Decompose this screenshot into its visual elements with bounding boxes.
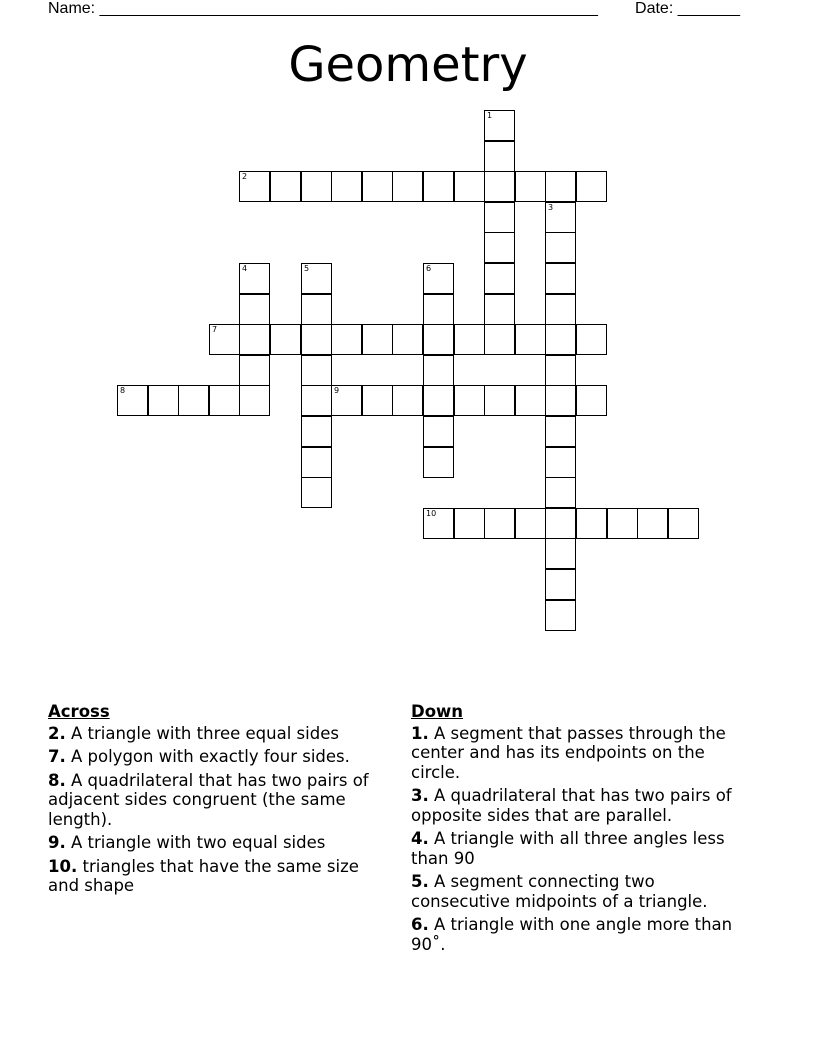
down-clue	[411, 872, 756, 911]
down-heading: Down	[411, 702, 464, 721]
crossword-cell[interactable]	[576, 508, 607, 539]
crossword-cell[interactable]	[484, 141, 515, 172]
crossword-cell[interactable]	[484, 294, 515, 325]
crossword-cell[interactable]	[209, 324, 240, 355]
crossword-cell[interactable]	[423, 324, 454, 355]
crossword-cell[interactable]	[484, 385, 515, 416]
crossword-cell[interactable]	[515, 324, 546, 355]
cell-number: 8	[120, 386, 126, 395]
crossword-cell[interactable]	[484, 202, 515, 233]
crossword-cell[interactable]	[301, 355, 332, 386]
crossword-cell[interactable]	[423, 171, 454, 202]
clue-number: 8.	[48, 770, 66, 790]
clue-number: 2.	[48, 723, 66, 743]
crossword-cell[interactable]	[423, 416, 454, 447]
crossword-cell[interactable]	[668, 508, 699, 539]
crossword-cell[interactable]	[331, 385, 362, 416]
crossword-cell[interactable]	[301, 324, 332, 355]
crossword-cell[interactable]	[362, 171, 393, 202]
crossword-cell[interactable]	[545, 508, 576, 539]
crossword-cell[interactable]	[239, 294, 270, 325]
cell-number: 6	[426, 264, 432, 273]
across-clue	[48, 857, 393, 896]
crossword-cell[interactable]	[331, 324, 362, 355]
crossword-cell[interactable]	[545, 294, 576, 325]
clue-text: A polygon with exactly four sides.	[65, 747, 350, 766]
crossword-cell[interactable]	[637, 508, 668, 539]
crossword-cell[interactable]	[423, 355, 454, 386]
across-clue	[48, 771, 393, 830]
crossword-cell[interactable]	[484, 232, 515, 263]
clue-number: 1.	[411, 723, 429, 743]
clue-number: 4.	[411, 829, 429, 848]
crossword-cell[interactable]	[484, 324, 515, 355]
crossword-cell[interactable]	[362, 385, 393, 416]
crossword-cell[interactable]	[515, 385, 546, 416]
crossword-cell[interactable]	[239, 171, 270, 202]
crossword-cell[interactable]	[117, 385, 148, 416]
crossword-cell[interactable]	[148, 385, 179, 416]
crossword-cell[interactable]	[545, 569, 576, 600]
crossword-cell[interactable]	[607, 508, 638, 539]
crossword-cell[interactable]	[454, 324, 485, 355]
crossword-cell[interactable]	[576, 324, 607, 355]
down-clue	[411, 724, 756, 783]
crossword-cell[interactable]	[392, 385, 423, 416]
crossword-cell[interactable]	[484, 263, 515, 294]
crossword-cell[interactable]	[423, 263, 454, 294]
crossword-cell[interactable]	[301, 447, 332, 478]
crossword-cell[interactable]	[392, 171, 423, 202]
crossword-cell[interactable]	[576, 171, 607, 202]
clue-text: A triangle with three equal sides	[65, 723, 339, 743]
crossword-cell[interactable]	[270, 324, 301, 355]
crossword-cell[interactable]	[423, 508, 454, 539]
crossword-cell[interactable]	[484, 508, 515, 539]
cell-number: 9	[334, 386, 340, 395]
crossword-cell[interactable]	[484, 110, 515, 141]
cell-number: 3	[548, 203, 554, 212]
clue-text: triangles that have the same size and shape	[48, 856, 359, 895]
down-clue	[411, 915, 756, 954]
cell-number: 10	[426, 509, 437, 518]
crossword-cell[interactable]	[545, 447, 576, 478]
cell-number: 7	[212, 325, 218, 334]
crossword-cell[interactable]	[239, 355, 270, 386]
crossword-cell[interactable]	[362, 324, 393, 355]
clue-number: 5.	[411, 872, 429, 891]
clue-text: A triangle with one angle more than 90˚.	[411, 915, 733, 954]
crossword-cell[interactable]	[423, 385, 454, 416]
across-clue	[48, 724, 393, 744]
crossword-cell[interactable]	[454, 171, 485, 202]
cell-number: 4	[242, 264, 248, 273]
crossword-cell[interactable]	[545, 171, 576, 202]
page-title: Geometry	[288, 37, 528, 93]
clue-text: A quadrilateral that has two pairs of adjacent sides congruent (the same length).	[48, 770, 369, 829]
clue-number: 6.	[411, 915, 429, 934]
clue-number: 10.	[48, 856, 78, 876]
crossword-cell[interactable]	[454, 508, 485, 539]
crossword-cell[interactable]	[239, 385, 270, 416]
across-clue	[48, 833, 393, 853]
crossword-cell[interactable]	[484, 171, 515, 202]
across-heading: Across	[48, 702, 110, 721]
cell-number: 1	[487, 111, 493, 120]
crossword-cell[interactable]	[545, 477, 576, 508]
crossword-cell[interactable]	[545, 324, 576, 355]
crossword-cell[interactable]	[209, 385, 240, 416]
crossword-cell[interactable]	[545, 600, 576, 631]
crossword-cell[interactable]	[576, 385, 607, 416]
crossword-cell[interactable]	[545, 355, 576, 386]
cell-number: 2	[242, 172, 248, 181]
down-clues	[411, 702, 756, 958]
name-line: Name: ________________________________________________________	[48, 0, 598, 17]
clue-text: A triangle with two equal sides	[65, 833, 326, 852]
crossword-cell[interactable]	[301, 477, 332, 508]
clue-text: A triangle with all three angles less than 90	[411, 829, 725, 868]
crossword-cell[interactable]	[545, 538, 576, 569]
crossword-cell[interactable]	[239, 263, 270, 294]
cell-number: 5	[304, 264, 310, 273]
crossword-cell[interactable]	[423, 447, 454, 478]
clue-text: A segment that passes through the center and has its endpoints on the circle.	[411, 723, 726, 782]
crossword-cell[interactable]	[545, 263, 576, 294]
clue-text: A quadrilateral that has two pairs of opposite sides that are parallel.	[411, 786, 732, 825]
crossword-cell[interactable]	[392, 324, 423, 355]
across-clue	[48, 747, 393, 767]
crossword-cell[interactable]	[515, 171, 546, 202]
crossword-cell[interactable]	[545, 416, 576, 447]
crossword-cell[interactable]	[545, 232, 576, 263]
crossword-cell[interactable]	[239, 324, 270, 355]
crossword-cell[interactable]	[423, 294, 454, 325]
crossword-cell[interactable]	[178, 385, 209, 416]
clue-number: 7.	[48, 747, 66, 766]
crossword-cell[interactable]	[331, 171, 362, 202]
clue-number: 9.	[48, 833, 66, 852]
date-line: Date: _______	[635, 0, 740, 17]
crossword-cell[interactable]	[454, 385, 485, 416]
crossword-cell[interactable]	[301, 385, 332, 416]
crossword-cell[interactable]	[515, 508, 546, 539]
down-clue	[411, 829, 756, 868]
crossword-cell[interactable]	[545, 385, 576, 416]
crossword-cell[interactable]	[301, 171, 332, 202]
crossword-cell[interactable]	[301, 263, 332, 294]
clue-text: A segment connecting two consecutive midpoints of a triangle.	[411, 872, 708, 911]
crossword-cell[interactable]	[270, 171, 301, 202]
across-clues	[48, 702, 393, 900]
clue-number: 3.	[411, 786, 429, 805]
crossword-cell[interactable]	[301, 416, 332, 447]
crossword-cell[interactable]	[545, 202, 576, 233]
crossword-cell[interactable]	[301, 294, 332, 325]
down-clue	[411, 786, 756, 825]
